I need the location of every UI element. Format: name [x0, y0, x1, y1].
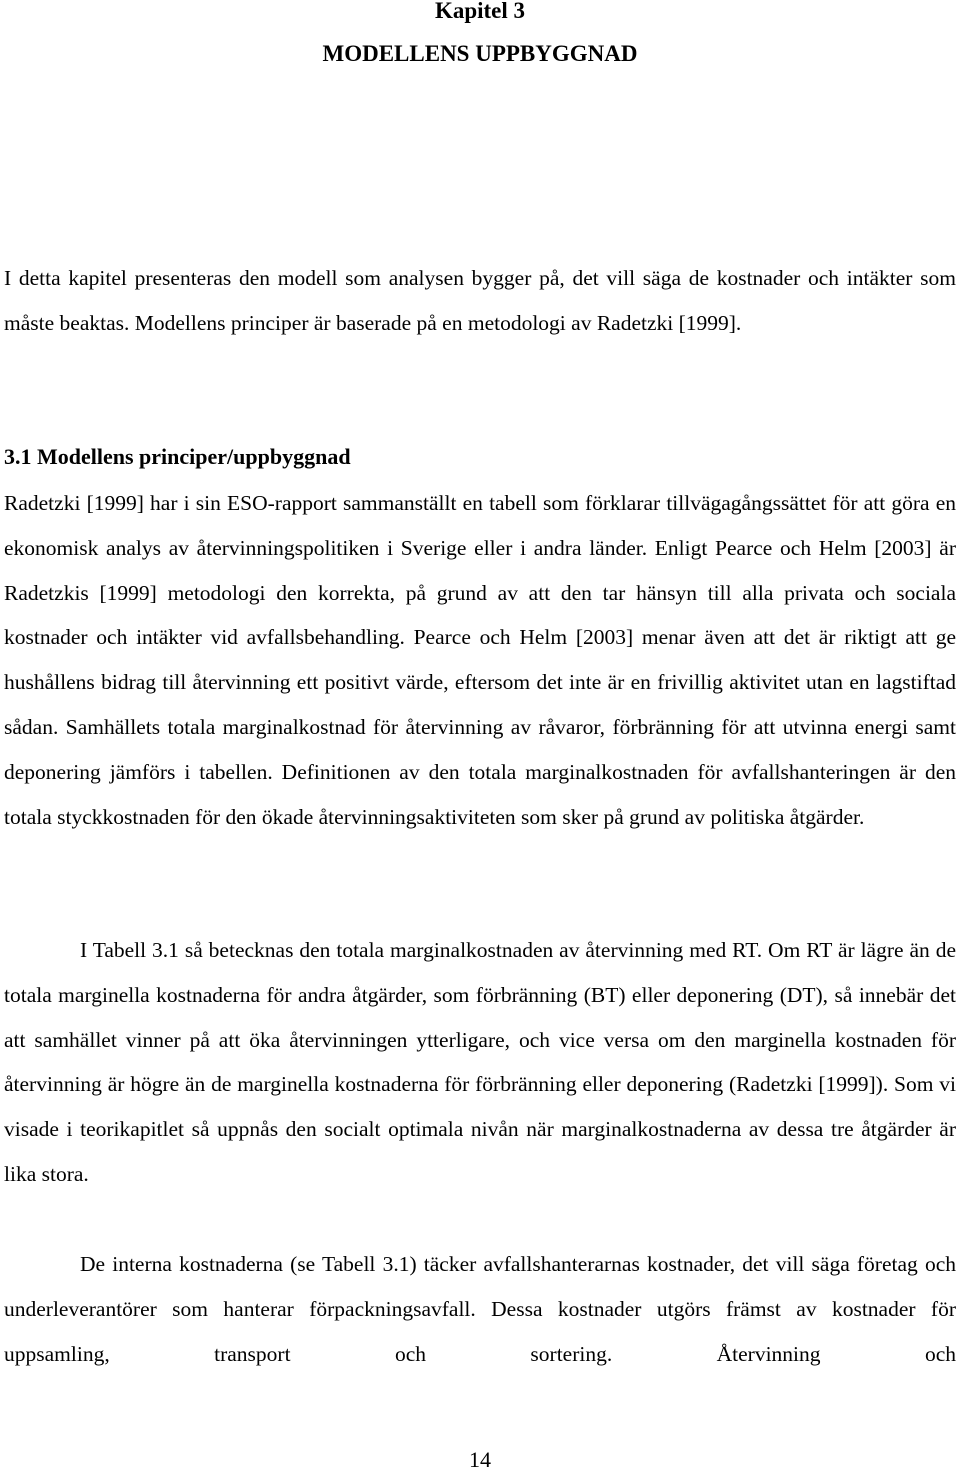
- document-page: [4, 0, 956, 1472]
- body-paragraph-1: Radetzki [1999] har i sin ESO-rapport sammanställt en tabell som förklarar tillvägagångssättet för att göra en ekonomisk analys av återvinningspolitiken i Sverige eller i andra länder. Enligt Pearce och Helm [2003] är Radetzkis [1999] metodologi den korrekta, på grund av att den tar hänsyn till alla privata och sociala kostnader och intäkter vid avfallsbehandling. Pearce och Helm [2003] menar även att det är riktigt att ge hushållens bidrag till återvinning ett positivt värde, eftersom det inte är en frivillig aktivitet utan en lagstiftad sådan. Samhällets totala marginalkostnad för återvinning av råvaror, förbränning för att utvinna energi samt deponering jämförs i tabellen. Definitionen av den totala marginalkostnaden för avfallshanteringen är den totala styckkostnaden för den ökade återvinningsaktiviteten som sker på grund av politiska åtgärder.: [4, 491, 956, 829]
- section-heading: 3.1 Modellens principer/uppbyggnad: [4, 444, 351, 469]
- page-number: 14: [469, 1447, 491, 1472]
- body-paragraph-3: De interna kostnaderna (se Tabell 3.1) täcker avfallshanterarnas kostnader, det vill säga företag och underleverantörer som hanterar förpackningsavfall. Dessa kostnader utgörs främst av kostnader för uppsamling, transport och sortering. Återvinning och: [4, 1252, 956, 1366]
- body-paragraph-2: I Tabell 3.1 så betecknas den totala marginalkostnaden av återvinning med RT. Om RT är lägre än de totala marginella kostnaderna för andra åtgärder, som förbränning (BT) eller deponering (DT), så innebär det att samhället vinner på att öka återvinningen ytterligare, och vice versa om den marginella kostnaden för återvinning är högre än de marginella kostnaderna för förbränning eller deponering (Radetzki [1999]). Som vi visade i teorikapitlet så uppnås den socialt optimala nivån när marginalkostnaderna av dessa tre åtgärder är lika stora.: [4, 938, 956, 1186]
- intro-paragraph: I detta kapitel presenteras den modell som analysen bygger på, det vill säga de kostnader och intäkter som måste beaktas. Modellens principer är baserade på en metodologi av Radetzki [1999].: [4, 266, 956, 335]
- chapter-title: MODELLENS UPPBYGGNAD: [322, 41, 638, 66]
- chapter-label: Kapitel 3: [434, 0, 526, 23]
